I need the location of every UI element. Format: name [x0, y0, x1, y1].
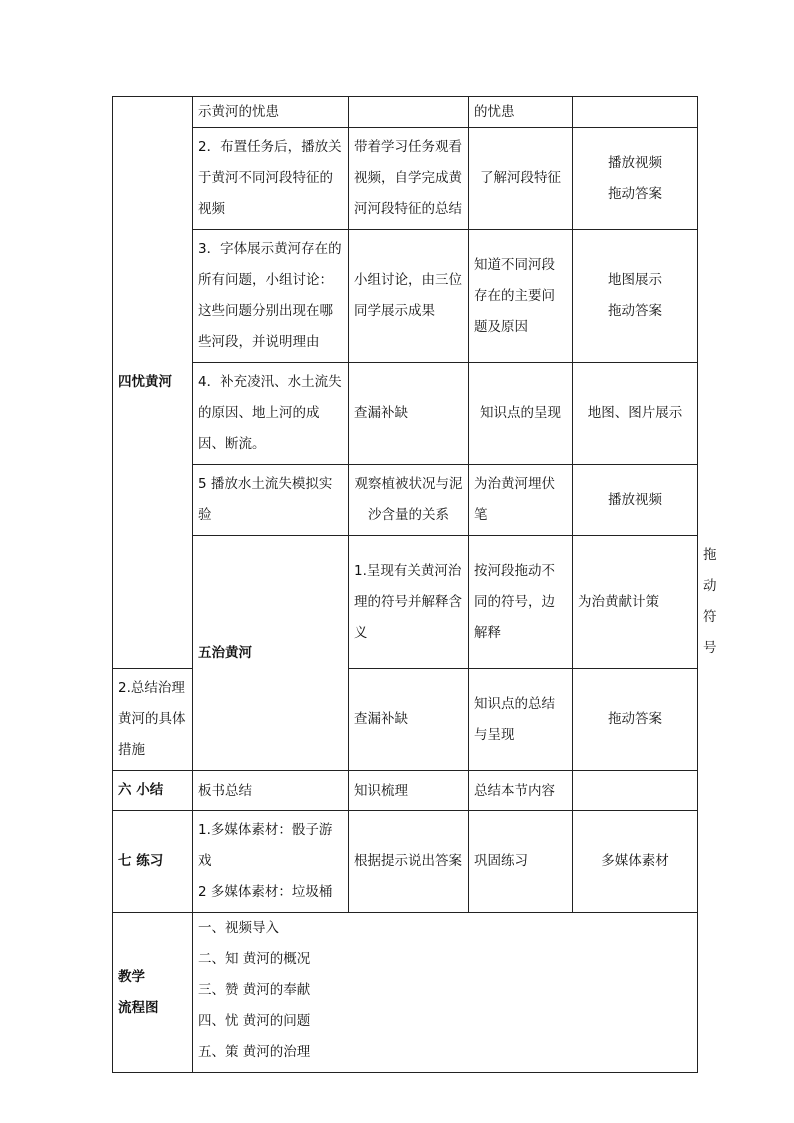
design-intent: 总结本节内容 [469, 771, 573, 811]
design-intent: 为治黄献计策 [573, 536, 698, 669]
design-intent: 的忧患 [469, 97, 573, 128]
student-activity: 查漏补缺 [349, 363, 469, 465]
table-row [113, 771, 698, 811]
media-use: 播放视频 拖动答案 [573, 128, 698, 230]
teacher-activity: 示黄河的忧患 [193, 97, 349, 128]
design-intent: 巩固练习 [469, 811, 573, 913]
student-activity: 带着学习任务观看视频，自学完成黄河河段特征的总结 [349, 128, 469, 230]
section-label-five: 五治黄河 [193, 536, 349, 771]
flowchart-step: 一、视频导入 [198, 920, 279, 936]
media-use: 播放视频 [573, 465, 698, 536]
flowchart-step: 三、赞 黄河的奉献 [198, 982, 311, 998]
table-row [113, 913, 698, 1073]
lesson-plan-table [112, 96, 717, 1073]
media-use: 多媒体素材 [573, 811, 698, 913]
teacher-activity: 3．字体展示黄河存在的所有问题，小组讨论：这些问题分别出现在哪些河段，并说明理由 [193, 230, 349, 363]
media-use [573, 771, 698, 811]
design-intent: 知识点的总结与呈现 [469, 669, 573, 771]
teacher-activity: 4．补充凌汛、水土流失的原因、地上河的成因、断流。 [193, 363, 349, 465]
table-row [113, 128, 698, 230]
design-intent: 为治黄河埋伏笔 [469, 465, 573, 536]
teacher-activity: 2．布置任务后，播放关于黄河不同河段特征的视频 [193, 128, 349, 230]
table-row [113, 465, 698, 536]
student-activity: 知识梳理 [349, 771, 469, 811]
teaching-flowchart [193, 913, 698, 1073]
section-label-four: 四忧黄河 [113, 97, 193, 669]
section-label-six: 六 小结 [113, 771, 193, 811]
media-use: 拖动答案 [573, 669, 698, 771]
teacher-activity: 板书总结 [193, 771, 349, 811]
media-use: 地图展示 拖动答案 [573, 230, 698, 363]
student-activity: 小组讨论，由三位同学展示成果 [349, 230, 469, 363]
teacher-activity: 1.多媒体素材：骰子游戏 2 多媒体素材：垃圾桶 [193, 811, 349, 913]
teacher-activity: 2.总结治理黄河的具体措施 [113, 669, 193, 771]
table-row [113, 811, 698, 913]
teacher-activity: 1.呈现有关黄河治理的符号并解释含义 [349, 536, 469, 669]
section-label-seven: 七 练习 [113, 811, 193, 913]
media-use [573, 97, 698, 128]
table-row [113, 363, 698, 465]
media-use: 地图、图片展示 [573, 363, 698, 465]
design-intent: 了解河段特征 [469, 128, 573, 230]
design-intent: 知道不同河段存在的主要问题及原因 [469, 230, 573, 363]
design-intent: 知识点的呈现 [469, 363, 573, 465]
flowchart-step: 五、策 黄河的治理 [198, 1044, 311, 1060]
flowchart-step: 四、忧 黄河的问题 [198, 1013, 311, 1029]
table-row [113, 230, 698, 363]
teacher-activity: 5 播放水土流失模拟实验 [193, 465, 349, 536]
section-label-flowchart: 教学 流程图 [113, 913, 193, 1073]
student-activity [349, 97, 469, 128]
student-activity: 按河段拖动不同的符号，边解释 [469, 536, 573, 669]
student-activity: 观察植被状况与泥沙含量的关系 [349, 465, 469, 536]
student-activity: 根据提示说出答案 [349, 811, 469, 913]
table-row: 五治黄河 1.呈现有关黄河治理的符号并解释含义 按河段拖动不同的符号，边解释 为治黄献计策 拖动符号 [113, 536, 698, 669]
table-row [113, 97, 698, 128]
flowchart-step: 二、知 黄河的概况 [198, 951, 311, 967]
student-activity: 查漏补缺 [349, 669, 469, 771]
